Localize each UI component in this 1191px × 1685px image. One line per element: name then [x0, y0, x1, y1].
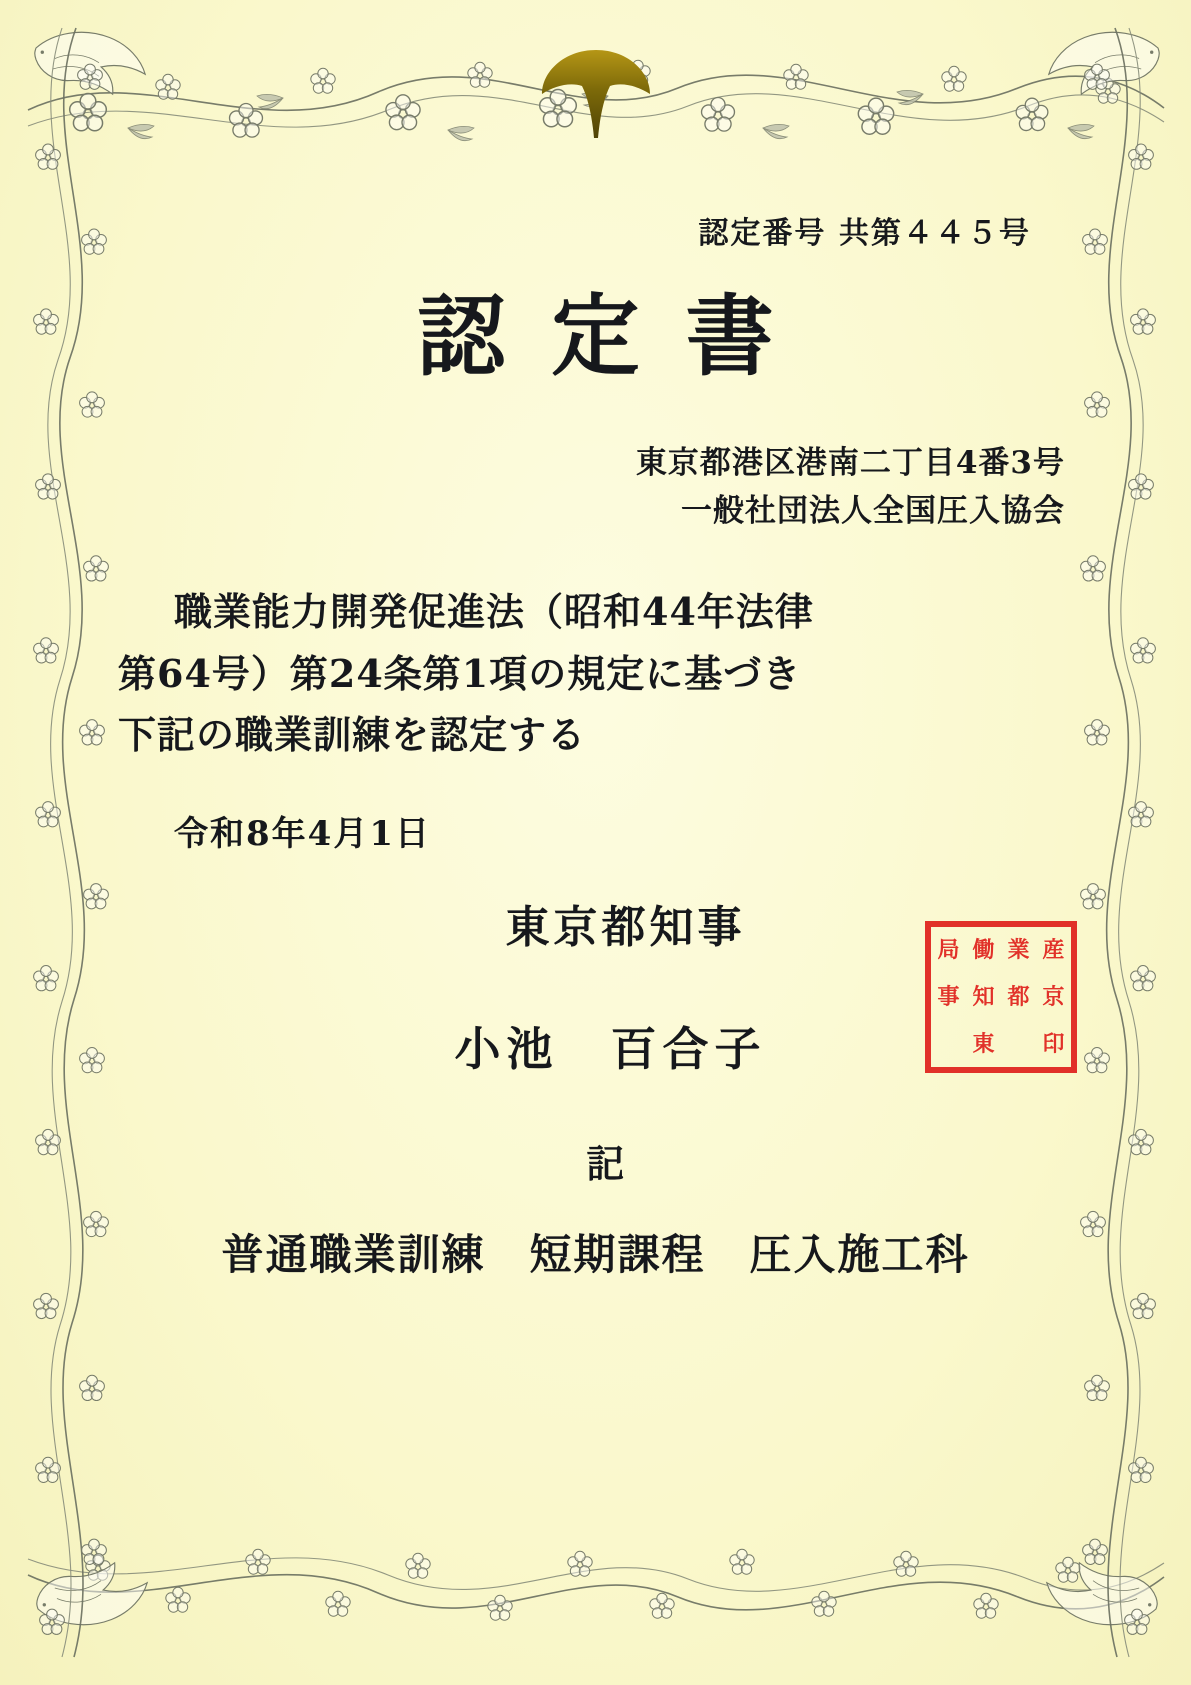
official-seal-stamp — [925, 921, 1077, 1073]
dove-icon-top-right — [1049, 32, 1159, 94]
seal-char: 業 — [1007, 937, 1030, 964]
gold-fan-crest-icon — [536, 42, 656, 147]
body-line-3: 下記の職業訓練を認定する — [118, 712, 587, 758]
issuer-address: 東京都港区港南二丁目4番3号 — [635, 445, 1065, 482]
seal-char: 印 — [1042, 1030, 1065, 1057]
issue-date: 令和8年4月1日 — [174, 813, 431, 854]
page-title: 認定書 — [417, 284, 820, 388]
seal-char: 東 — [972, 1030, 995, 1057]
seal-char: 事 — [937, 983, 960, 1010]
floral-border-right-icon — [1063, 18, 1173, 1667]
seal-char: 知 — [972, 983, 995, 1010]
signatory-title: 東京都知事 — [505, 901, 746, 953]
signatory-name: 小池 百合子 — [454, 1021, 767, 1076]
signature-block — [118, 891, 1073, 1079]
floral-border-bottom-icon — [18, 1517, 1173, 1667]
issuer-block — [118, 439, 1065, 535]
seal-char: 都 — [1007, 983, 1030, 1010]
seal-char: 産 — [1042, 937, 1065, 964]
dove-icon-top-left — [35, 32, 145, 94]
floral-border-top-icon — [18, 18, 1173, 168]
seal-char: 働 — [972, 937, 995, 964]
seal-char: 局 — [937, 937, 960, 964]
certificate-number: 認定番号 共第４４５号 — [698, 216, 1031, 251]
body-line-2: 第64号）第24条第1項の規定に基づき — [118, 650, 802, 696]
note-body: 普通職業訓練 短期課程 圧入施工科 — [221, 1229, 970, 1279]
note-mark: 記 — [586, 1140, 625, 1186]
issuer-organization: 一般社団法人全国圧入協会 — [681, 493, 1065, 530]
seal-char: 京 — [1042, 983, 1065, 1010]
body-line-1: 職業能力開発促進法（昭和44年法律 — [174, 589, 814, 635]
certificate-content — [118, 150, 1073, 1525]
floral-border-left-icon — [18, 18, 128, 1667]
dove-icon-bottom-left — [37, 1563, 147, 1625]
dove-icon-bottom-right — [1047, 1563, 1157, 1625]
certificate-body — [118, 581, 1073, 766]
